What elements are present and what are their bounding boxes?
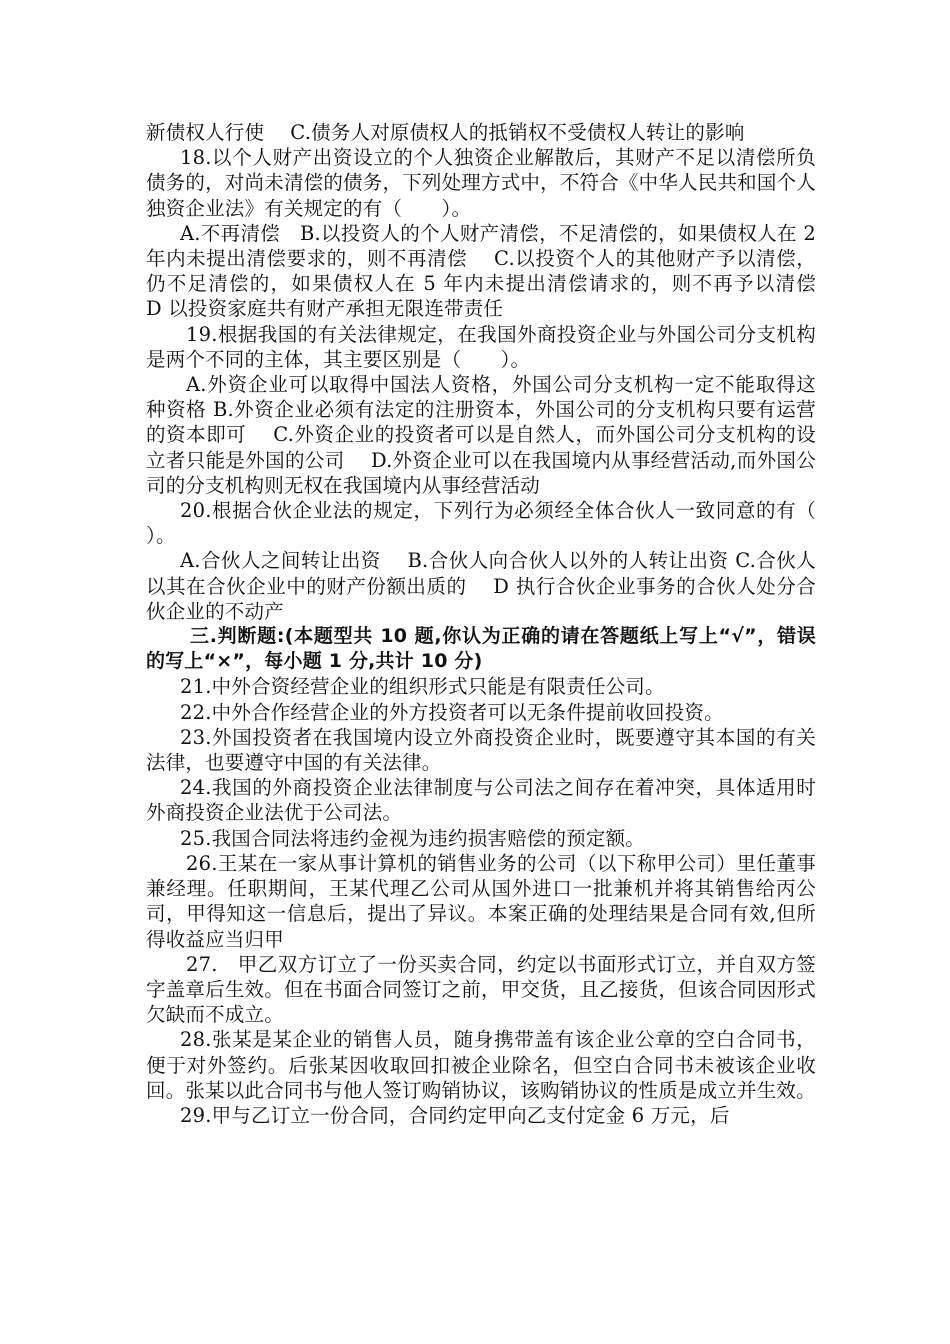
question-18-options: A.不再清偿 B.以投资人的个人财产清偿，不足清偿的，如果债权人在 2 年内未提出清偿要求的，则不再清偿 C.以投资个人的其他财产予以清偿，仍不足清偿的，如果债权人在 5 年内未提出清偿请求的，则不再予以清偿 D 以投资家庭共有财产承担无限连带责任 — [146, 221, 843, 321]
question-20-options: A.合伙人之间转让出资 B.合伙人向合伙人以外的人转让出资 C.合伙人以其在合伙企业中的财产份额出质的 D 执行合伙企业事务的合伙人处分合伙企业的不动产 — [146, 549, 816, 623]
question-19: 19.根据我国的有关法律规定，在我国外商投资企业与外国公司分支机构是两个不同的主体，其主要区别是（ ）。 — [146, 322, 816, 371]
question-25: 25.我国合同法将违约金视为违约损害赔偿的预定额。 — [180, 826, 646, 850]
question-18: 18.以个人财产出资设立的个人独资企业解散后，其财产不足以清偿所负债务的，对尚未清偿的债务，下列处理方式中，不符合《中华人民共和国个人独资企业法》有关规定的有（ ）。 — [146, 146, 816, 220]
question-20: 20.根据合伙企业法的规定，下列行为必须经全体合伙人一致同意的有（ ）。 — [146, 499, 843, 548]
question-27: 27. 甲乙双方订立了一份买卖合同，约定以书面形式订立，并自双方签字盖章后生效。但在书面合同签订之前，甲交货，且乙接货，但该合同因形式欠缺而不成立。 — [146, 952, 816, 1027]
continuation-paragraph: 新债权人行使 C.债务人对原债权人的抵销权不受债权人转让的影响 — [146, 121, 745, 144]
question-26: 26.王某在一家从事计算机的销售业务的公司（以下称甲公司）里任董事兼经理。任职期间，王某代理乙公司从国外进口一批兼机并将其销售给丙公司，甲得知这一信息后，提出了异议。本案正确的处理结果是合同有效,但所得收益应当归甲 — [146, 851, 816, 951]
question-22: 22.中外合作经营企业的外方投资者可以无条件提前收回投资。 — [180, 700, 724, 724]
question-21: 21.中外合资经营企业的组织形式只能是有限责任公司。 — [180, 675, 665, 699]
question-29: 29.甲与乙订立一份合同，合同约定甲向乙支付定金 6 万元，后 — [180, 1103, 730, 1127]
question-19-options: A.外资企业可以取得中国法人资格，外国公司分支机构一定不能取得这种资格 B.外资企业必须有法定的注册资本，外国公司的分支机构只要有运营的资本即可 C.外资企业的投资者可以是自然人，而外国公司分支机构的设立者只能是外国的公司 D.外资企业可以在我国境内从事经营活动,而外国公司的分支机构则无权在我国境内从事经营活动 — [146, 373, 816, 497]
section-3-heading: 三.判断题:(本题型共 10 题,你认为正确的请在答题纸上写上“√”，错误的写上“×”，每小题 1 分,共计 10 分) — [146, 625, 816, 673]
question-24: 24.我国的外商投资企业法律制度与公司法之间存在着冲突，具体适用时外商投资企业法优于公司法。 — [146, 776, 816, 825]
question-28: 28.张某是某企业的销售人员，随身携带盖有该企业公章的空白合同书，便于对外签约。后张某因收取回扣被企业除名，但空白合同书未被该企业收回。张某以此合同书与他人签订购销协议，该购销协议的性质是成立并生效。 — [146, 1028, 816, 1102]
question-23: 23.外国投资者在我国境内设立外商投资企业时，既要遵守其本国的有关法律，也要遵守中国的有关法律。 — [146, 725, 816, 775]
document-page — [146, 120, 843, 1128]
